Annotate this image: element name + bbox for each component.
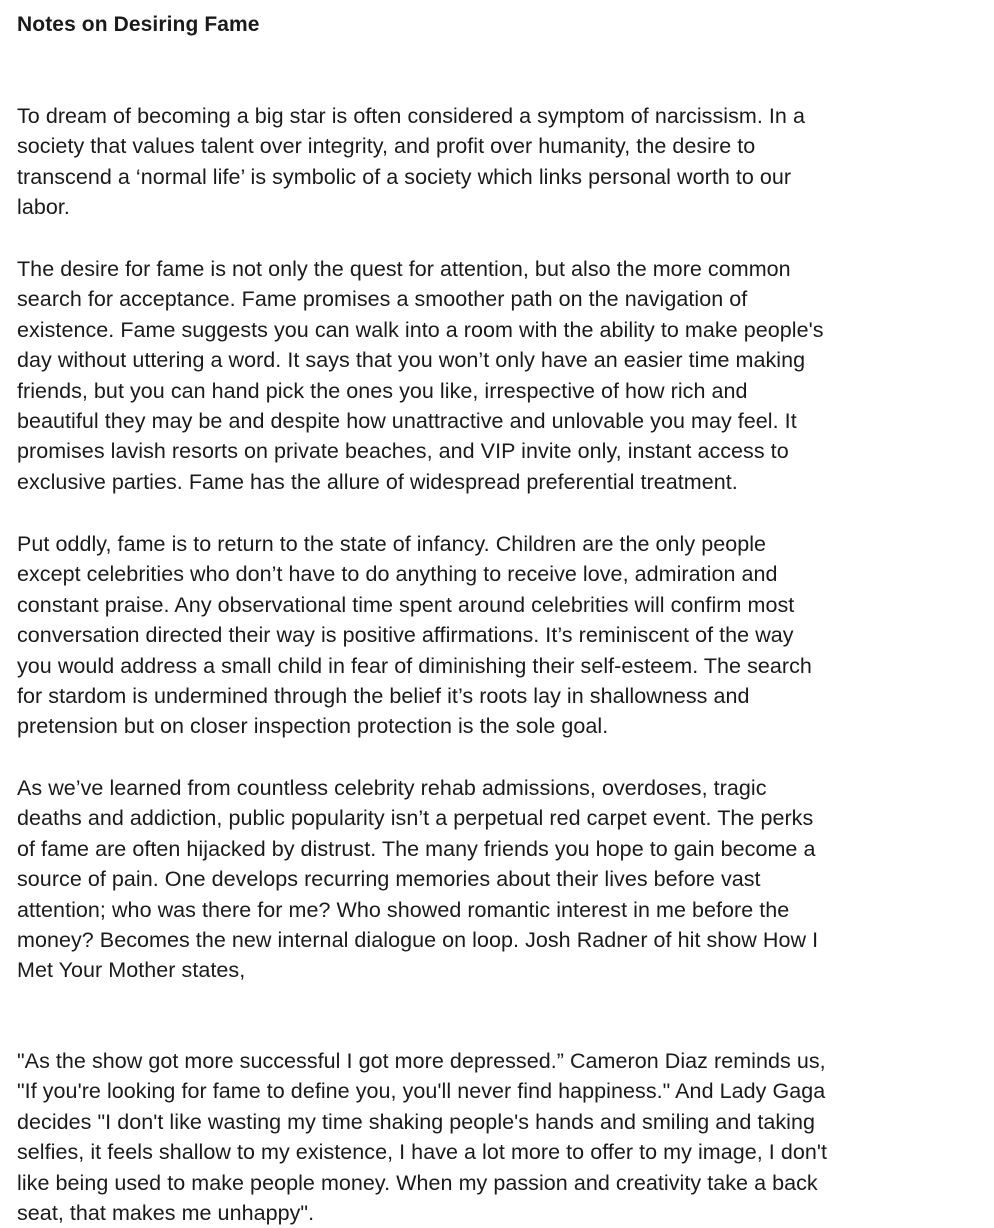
text-line: exclusive parties. Fame has the allure of widespread preferential treatment.	[17, 469, 738, 494]
text-line: of fame are often hijacked by distrust. The many friends you hope to gain become a	[17, 836, 816, 861]
text-line: Put oddly, fame is to return to the state of infancy. Children are the only people	[17, 532, 767, 556]
document	[17, 10, 982, 1226]
text-line: beautiful they may be and despite how unattractive and unlovable you may feel. It	[17, 409, 797, 434]
text-line: seat, that makes me unhappy".	[17, 1201, 315, 1226]
text-line: money? Becomes the new internal dialogue on loop. Josh Radner of hit show How I	[17, 928, 819, 953]
text-line: for stardom is undermined through the belief it’s roots lay in shallowness and	[17, 684, 750, 709]
text-line: Met Your Mother states,	[17, 958, 246, 983]
text-line: labor.	[17, 195, 70, 220]
text-line: conversation directed their way is positive affirmations. It’s reminiscent of the way	[17, 623, 794, 648]
text-line: like being used to make people money. When my passion and creativity take a back	[17, 1170, 818, 1195]
text-line: "If you're looking for fame to define you, you'll never find happiness." And Lady Gaga	[17, 1079, 826, 1104]
text-line: search for acceptance. Fame promises a smoother path on the navigation of	[17, 287, 748, 312]
text-line: existence. Fame suggests you can walk into a room with the ability to make people's	[17, 317, 824, 342]
text-line: The desire for fame is not only the quest for attention, but also the more common	[17, 257, 791, 281]
paragraph-2	[17, 254, 824, 497]
text-line: As we’ve learned from countless celebrity rehab admissions, overdoses, tragic	[17, 776, 767, 800]
text-line: transcend a ‘normal life’ is symbolic of a society which links personal worth to our	[17, 164, 792, 189]
text-line: source of pain. One develops recurring memories about their lives before vast	[17, 867, 761, 892]
paragraph-4	[17, 773, 818, 986]
text-line: decides "I don't like wasting my time shaking people's hands and smiling and taking	[17, 1109, 816, 1134]
text-line: deaths and addiction, public popularity isn’t a perpetual red carpet event. The perks	[17, 806, 814, 831]
paragraph-1	[17, 101, 805, 223]
text-line: day without uttering a word. It says that you won’t only have an easier time making	[17, 348, 806, 373]
text-line: society that values talent over integrity, and profit over humanity, the desire to	[17, 134, 756, 159]
text-line: selfies, it feels shallow to my existence, I have a lot more to offer to my image, I don't	[17, 1140, 828, 1165]
text-line: "As the show got more successful I got more depressed.” Cameron Diaz reminds us,	[17, 1049, 826, 1073]
text-line: friends, but you can hand pick the ones you like, irrespective of how rich and	[17, 378, 748, 403]
paragraph-3	[17, 529, 812, 742]
text-line: constant praise. Any observational time spent around celebrities will confirm most	[17, 592, 795, 617]
text-line: except celebrities who don’t have to do anything to receive love, admiration and	[17, 562, 778, 587]
text-line: promises lavish resorts on private beaches, and VIP invite only, instant access to	[17, 439, 789, 464]
text-line: pretension but on closer inspection protection is the sole goal.	[17, 714, 609, 739]
text-line: To dream of becoming a big star is often considered a symptom of narcissism. In a	[17, 104, 805, 128]
text-line: you would address a small child in fear of diminishing their self-esteem. The search	[17, 653, 812, 678]
paragraph-5	[17, 1046, 827, 1228]
document-title: Notes on Desiring Fame	[17, 13, 260, 36]
text-line: attention; who was there for me? Who showed romantic interest in me before the	[17, 897, 790, 922]
